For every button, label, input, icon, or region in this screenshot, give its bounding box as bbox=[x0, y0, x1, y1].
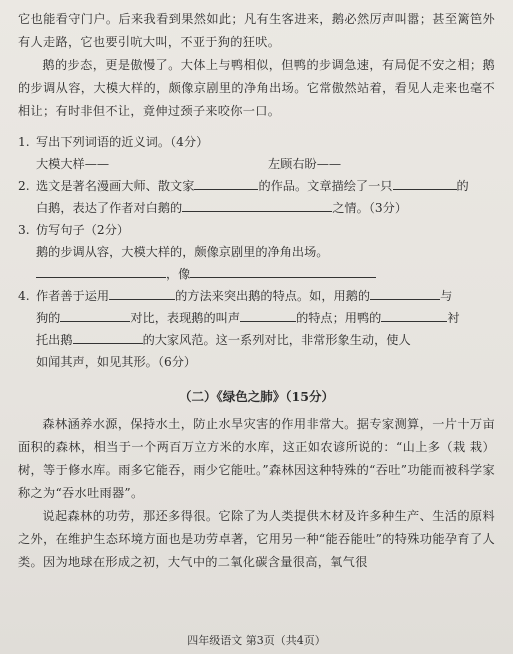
answer-blank[interactable] bbox=[240, 307, 296, 322]
answer-blank[interactable] bbox=[393, 175, 457, 190]
page-footer: 四年级语文 第3页（共4页） bbox=[187, 634, 326, 647]
question-4-cont: 狗的 对比，表现鹅的叫声 的特点；用鸭的 衬 bbox=[18, 307, 495, 329]
answer-blank[interactable] bbox=[370, 285, 440, 300]
answer-blank[interactable] bbox=[73, 329, 143, 344]
answer-blank[interactable] bbox=[381, 307, 447, 322]
passage-paragraph: 鹅的步态，更是傲慢了。大体上与鸭相似，但鸭的步调急速，有局促不安之相；鹅的步调从容，大模大样的，颇像京剧里的净角出场。它常傲然站着，看见人走来也毫不相让；有时非但不让，竟伸过颈子来咬你一口。 bbox=[18, 58, 495, 118]
question-2-cont: 白鹅，表达了作者对白鹅的 之情。（3分） bbox=[18, 197, 495, 219]
answer-blank[interactable] bbox=[182, 197, 332, 212]
question-4: 4. 作者善于运用 的方法来突出鹅的特点。如，用鹅的 与 bbox=[18, 285, 495, 307]
question-1: 1. 写出下列词语的近义词。（4分） bbox=[18, 135, 209, 149]
answer-blank[interactable] bbox=[60, 307, 130, 322]
question-3: 3. 仿写句子（2分） bbox=[18, 223, 130, 237]
answer-blank[interactable] bbox=[36, 263, 166, 278]
answer-blank[interactable] bbox=[190, 263, 376, 278]
question-3-answer: ，像 bbox=[18, 263, 495, 285]
answer-blank[interactable] bbox=[109, 285, 175, 300]
question-3-example: 鹅的步调从容，大模大样的，颇像京剧里的净角出场。 bbox=[36, 245, 329, 259]
question-1-items bbox=[18, 153, 495, 175]
passage-paragraph: 说起森林的功劳，那还多得很。它除了为人类提供木材及许多种生产、生活的原料之外，在维护生态环境方面也是功劳卓著，它用另一种“能吞能吐”的特殊功能孕育了人类。因为地球在形成之初，大气中的二氧化碳含量很高，氧气很 bbox=[18, 509, 495, 569]
q1-word1: 大模大样—— bbox=[36, 157, 110, 171]
q1-word2: 左顾右盼—— bbox=[268, 157, 342, 171]
question-4-cont2: 托出鹅 的大家风范。这一系列对比，非常形象生动，使人 bbox=[18, 329, 495, 351]
passage-paragraph: 森林涵养水源，保持水土，防止水旱灾害的作用非常大。据专家测算，一片十万亩面积的森林，相当于一个两百万立方米的水库，这正如农谚所说的：“山上多（栽 栽）树，等于修水库。雨多它能吞，雨少它能吐。”森林因这种特殊的“吞吐”功能而被科学家称之为“吞水吐雨器”。 bbox=[18, 417, 495, 500]
question-4-cont3: 如闻其声，如见其形。（6分） bbox=[36, 355, 197, 369]
section-title: （二）《绿色之肺》（15分） bbox=[179, 389, 334, 404]
answer-blank[interactable] bbox=[194, 175, 258, 190]
passage-paragraph: 它也能看守门户。后来我看到果然如此；凡有生客进来，鹅必然厉声叫嚣；甚至篱笆外有人走路，它也要引吭大叫，不亚于狗的狂吠。 bbox=[18, 12, 495, 49]
question-2: 2. 选文是著名漫画大师、散文家 的作品。文章描绘了一只 的 bbox=[18, 175, 495, 197]
